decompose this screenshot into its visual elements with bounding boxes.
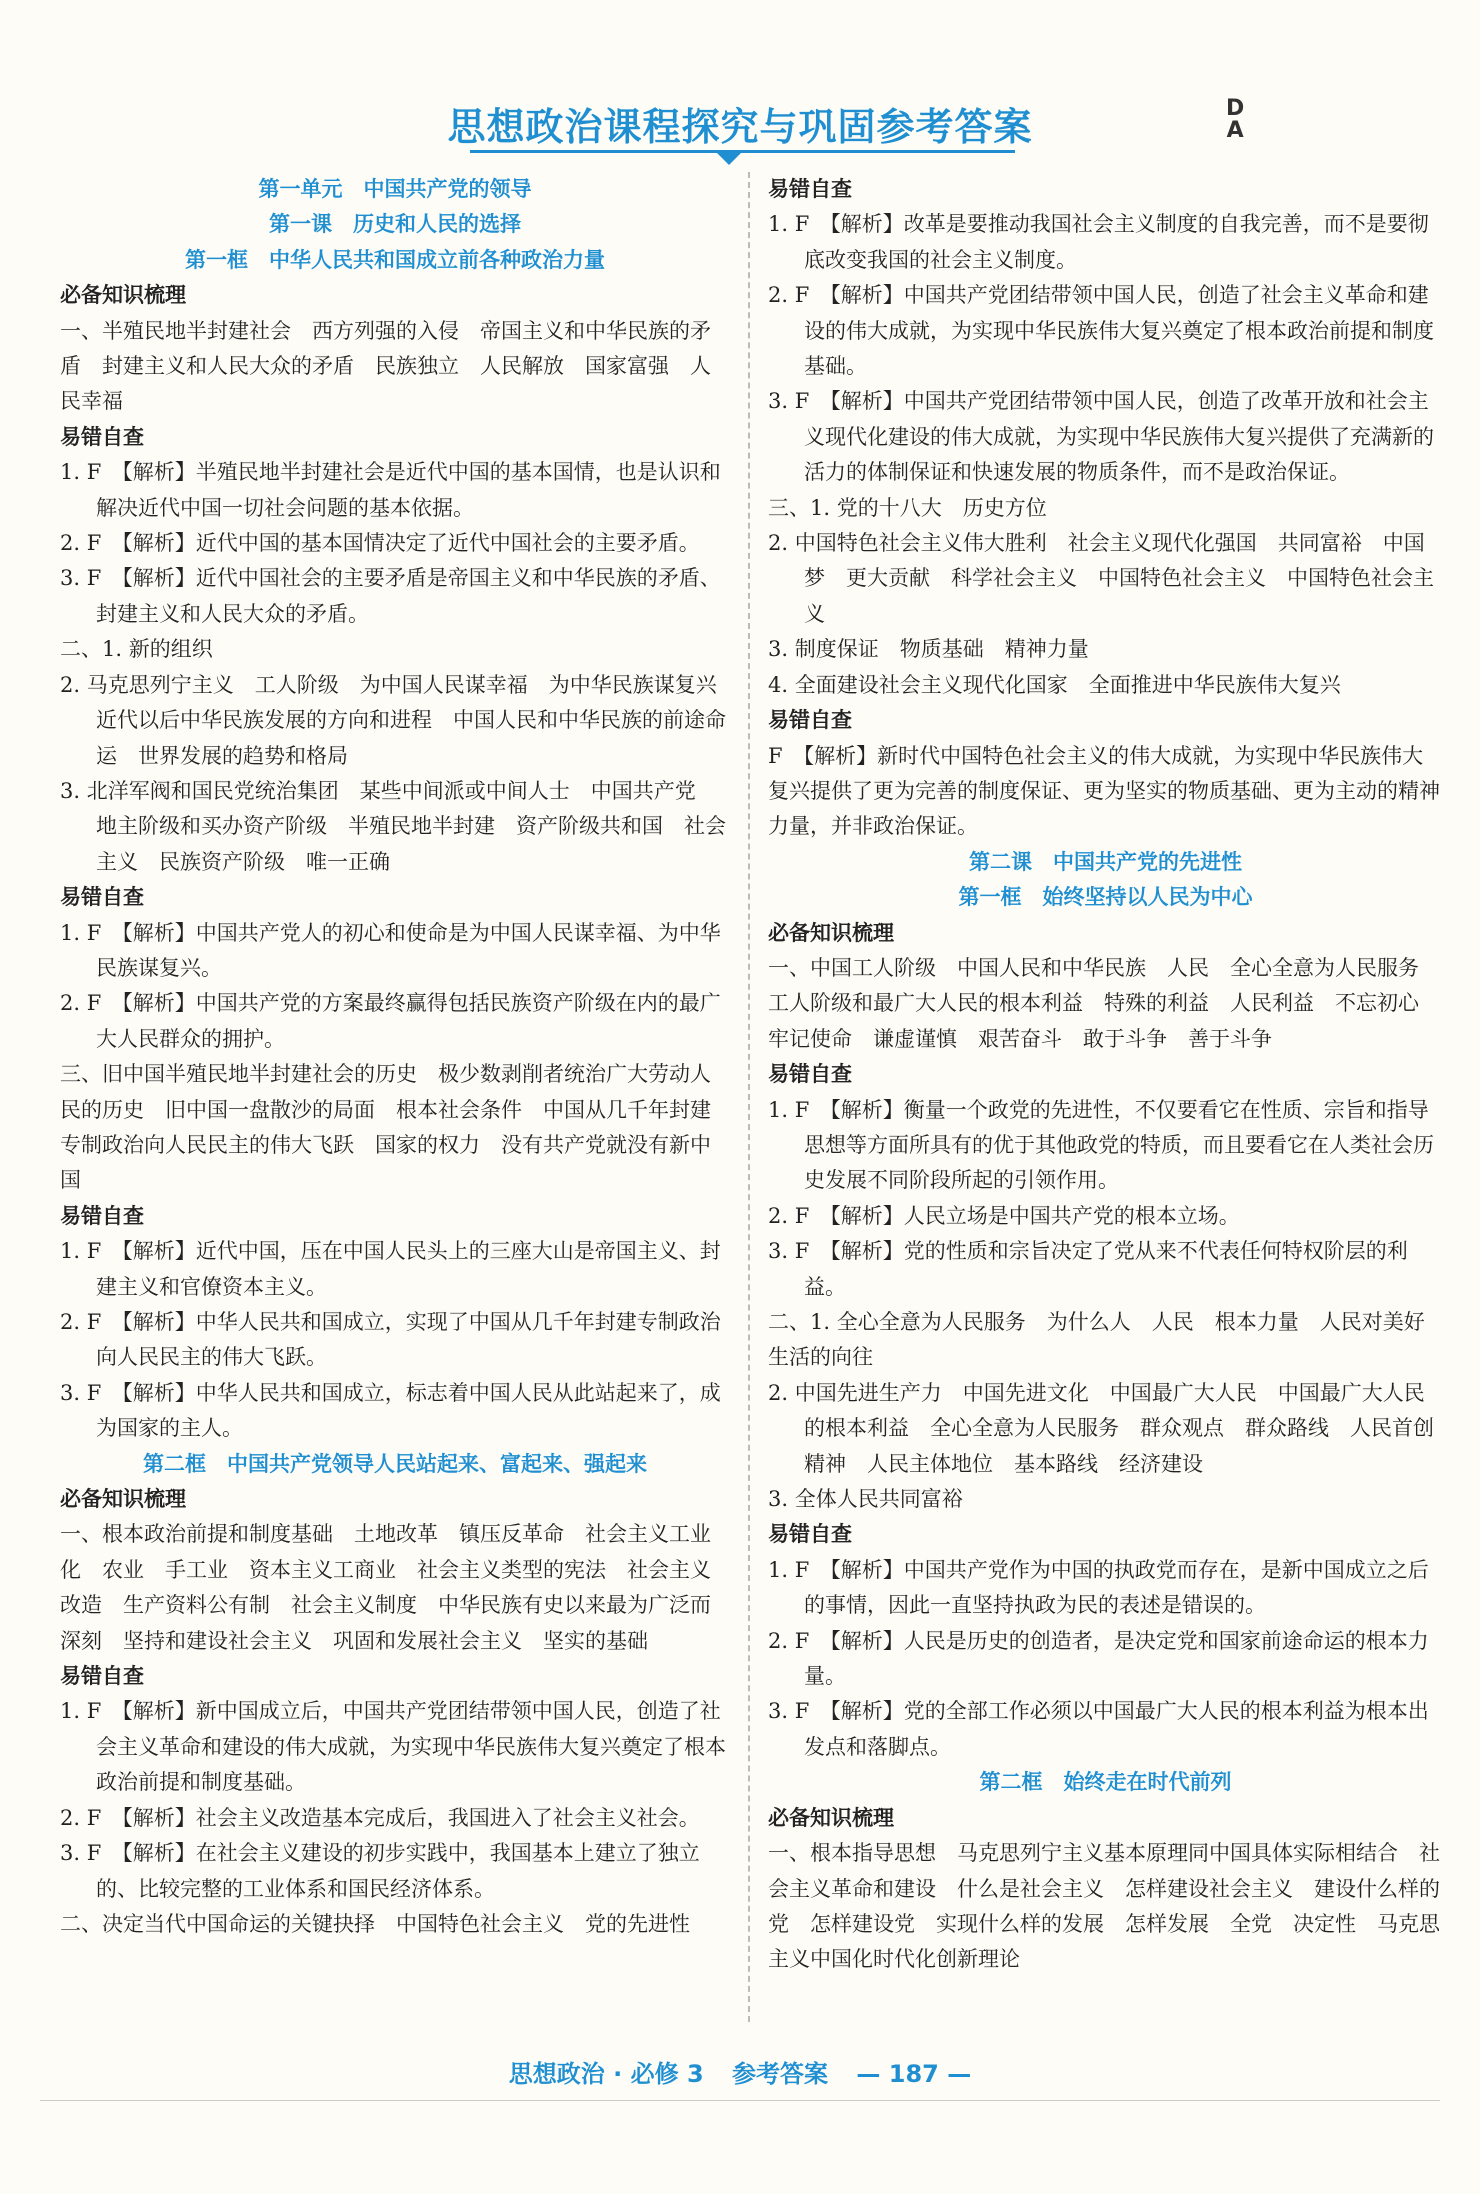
section-heading: 第二课 中国共产党的先进性 [969, 849, 1242, 874]
answer-item: 1. F 【解析】新中国成立后，中国共产党团结带领中国人民，创造了社会主义革命和建设的伟大成就，为实现中华民族伟大复兴奠定了根本政治前提和制度基础。 [60, 1699, 726, 1795]
answer-item: 1. F 【解析】近代中国，压在中国人民头上的三座大山是帝国主义、封建主义和官僚资本主义。 [60, 1239, 721, 1299]
page-number: — 187 — [856, 2060, 972, 2088]
answer-item: 3. F 【解析】中华人民共和国成立，标志着中国人民从此站起来了，成为国家的主人。 [60, 1380, 721, 1441]
answer-item: 2. 中国特色社会主义伟大胜利 社会主义现代化强国 共同富裕 中国梦 更大贡献 科学社会主义 中国特色社会主义 中国特色社会主义 [768, 531, 1434, 626]
answer-item: 1. F 【解析】半殖民地半封建社会是近代中国的基本国情，也是认识和解决近代中国一切社会问题的基本依据。 [60, 460, 721, 520]
answer-paragraph: 一、根本政治前提和制度基础 土地改革 镇压反革命 社会主义工业化 农业 手工业 资本主义工商业 社会主义类型的宪法 社会主义改造 生产资料公有制 社会主义制度 中华民族有史以来最为广泛而深刻 坚持和建设社会主义 巩固和发展社会主义 坚实的基础 [60, 1522, 711, 1653]
answer-paragraph: 三、1. 党的十八大 历史方位 [768, 495, 1047, 520]
title-pointer [717, 153, 741, 165]
subsection-label: 易错自查 [60, 885, 144, 910]
subsection-label: 易错自查 [60, 1203, 144, 1228]
answer-paragraph: 一、根本指导思想 马克思列宁主义基本原理同中国具体实际相结合 社会主义革命和建设 什么是社会主义 怎样建设社会主义 建设什么样的党 怎样建设党 实现什么样的发展 怎样发展 全党 决定性 马克思主义中国化时代化创新理论 [768, 1841, 1440, 1972]
answer-paragraph: 二、1. 新的组织 [60, 637, 213, 662]
left-column [60, 172, 738, 1942]
publisher-logo: D A [1226, 96, 1245, 143]
subsection-label: 易错自查 [768, 177, 852, 201]
answer-item: 2. F 【解析】近代中国的基本国情决定了近代中国社会的主要矛盾。 [60, 531, 700, 556]
answer-paragraph: 三、旧中国半殖民地半封建社会的历史 极少数剥削者统治广大劳动人民的历史 旧中国一盘散沙的局面 根本社会条件 中国从几千年封建专制政治向人民民主的伟大飞跃 国家的权力 没有共产党就没有新中国 [60, 1062, 711, 1193]
answer-item: 3. F 【解析】党的全部工作必须以中国最广大人民的根本利益为根本出发点和落脚点。 [768, 1699, 1429, 1759]
section-heading: 第二框 中国共产党领导人民站起来、富起来、强起来 [143, 1451, 647, 1476]
answer-item: 2. F 【解析】中国共产党团结带领中国人民，创造了社会主义革命和建设的伟大成就，为实现中华民族伟大复兴奠定了根本政治前提和制度基础。 [768, 283, 1434, 379]
answer-item: 4. 全面建设社会主义现代化国家 全面推进中华民族伟大复兴 [768, 672, 1341, 697]
answer-item: 3. F 【解析】中国共产党团结带领中国人民，创造了改革开放和社会主义现代化建设的伟大成就，为实现中华民族伟大复兴提供了充满新的活力的体制保证和快速发展的物质条件，而不是政治保证。 [768, 389, 1434, 485]
bottom-rule [40, 2100, 1440, 2101]
answer-item: 2. F 【解析】社会主义改造基本完成后，我国进入了社会主义社会。 [60, 1805, 700, 1830]
answer-item: 2. F 【解析】人民是历史的创造者，是决定党和国家前途命运的根本力量。 [768, 1628, 1429, 1689]
answer-paragraph: F 【解析】新时代中国特色社会主义的伟大成就，为实现中华民族伟大复兴提供了更为完善的制度保证、更为坚实的物质基础、更为主动的精神力量，并非政治保证。 [768, 743, 1440, 839]
answer-item: 3. F 【解析】近代中国社会的主要矛盾是帝国主义和中华民族的矛盾、封建主义和人民大众的矛盾。 [60, 566, 721, 626]
answer-item: 3. 全体人民共同富裕 [768, 1487, 963, 1512]
subsection-label: 易错自查 [60, 1664, 144, 1689]
answer-paragraph: 一、中国工人阶级 中国人民和中华民族 人民 全心全意为人民服务 工人阶级和最广大人民的根本利益 特殊的利益 人民利益 不忘初心 牢记使命 谦虚谨慎 艰苦奋斗 敢于斗争 善于斗争 [768, 955, 1440, 1051]
footer-label: 参考答案 [732, 2060, 829, 2088]
subsection-label: 必备知识梳理 [60, 1487, 186, 1512]
section-heading: 第一框 中华人民共和国成立前各种政治力量 [185, 247, 605, 272]
section-heading: 第二框 始终走在时代前列 [979, 1770, 1232, 1795]
footer-subject: 思想政治 · 必修 3 [508, 2060, 704, 2088]
answer-item: 1. F 【解析】中国共产党人的初心和使命是为中国人民谋幸福、为中华民族谋复兴。 [60, 920, 721, 980]
section-heading: 第一框 始终坚持以人民为中心 [958, 885, 1253, 910]
answer-item: 3. 制度保证 物质基础 精神力量 [768, 637, 1089, 662]
subsection-label: 易错自查 [768, 1522, 852, 1547]
answer-item: 2. 马克思列宁主义 工人阶级 为中国人民谋幸福 为中华民族谋复兴 近代以后中华民族发展的方向和进程 中国人民和中华民族的前途命运 世界发展的趋势和格局 [60, 672, 738, 768]
subsection-label: 易错自查 [768, 708, 852, 733]
title-underline [470, 150, 1015, 153]
column-divider [748, 172, 750, 2022]
answer-item: 3. 北洋军阀和国民党统治集团 某些中间派或中间人士 中国共产党 地主阶级和买办资产阶级 半殖民地半封建 资产阶级共和国 社会主义 民族资产阶级 唯一正确 [60, 778, 726, 874]
answer-item: 2. F 【解析】人民立场是中国共产党的根本立场。 [768, 1203, 1240, 1228]
right-column [768, 172, 1443, 1978]
subsection-label: 必备知识梳理 [768, 920, 894, 945]
answer-item: 2. F 【解析】中国共产党的方案最终赢得包括民族资产阶级在内的最广大人民群众的拥护。 [60, 991, 721, 1051]
answer-paragraph: 二、1. 全心全意为人民服务 为什么人 人民 根本力量 人民对美好生活的向往 [768, 1310, 1425, 1370]
answer-item: 1. F 【解析】衡量一个政党的先进性，不仅要看它在性质、宗旨和指导思想等方面所具有的优于其他政党的特质，而且要看它在人类社会历史发展不同阶段所起的引领作用。 [768, 1097, 1434, 1193]
answer-item: 1. F 【解析】中国共产党作为中国的执政党而存在，是新中国成立之后的事情，因此一直坚持执政为民的表述是错误的。 [768, 1557, 1429, 1618]
answer-item: 2. 中国先进生产力 中国先进文化 中国最广大人民 中国最广大人民的根本利益 全心全意为人民服务 群众观点 群众路线 人民首创精神 人民主体地位 基本路线 经济建设 [768, 1380, 1434, 1476]
answer-paragraph: 二、决定当代中国命运的关键抉择 中国特色社会主义 党的先进性 [60, 1911, 690, 1936]
subsection-label: 易错自查 [768, 1062, 852, 1087]
section-heading: 第一课 历史和人民的选择 [269, 212, 521, 237]
section-heading: 第一单元 中国共产党的领导 [258, 177, 532, 201]
answer-item: 3. F 【解析】在社会主义建设的初步实践中，我国基本上建立了独立的、比较完整的工业体系和国民经济体系。 [60, 1841, 700, 1901]
answer-item: 1. F 【解析】改革是要推动我国社会主义制度的自我完善，而不是要彻底改变我国的社会主义制度。 [768, 212, 1429, 272]
answer-item: 2. F 【解析】中华人民共和国成立，实现了中国从几千年封建专制政治向人民民主的伟大飞跃。 [60, 1310, 721, 1370]
page-title: 思想政治课程探究与巩固参考答案 [447, 105, 1033, 149]
answer-item: 3. F 【解析】党的性质和宗旨决定了党从来不代表任何特权阶层的利益。 [768, 1239, 1408, 1299]
subsection-label: 易错自查 [60, 424, 144, 449]
subsection-label: 必备知识梳理 [768, 1805, 894, 1830]
subsection-label: 必备知识梳理 [60, 283, 186, 308]
answer-paragraph: 一、半殖民地半封建社会 西方列强的入侵 帝国主义和中华民族的矛盾 封建主义和人民大众的矛盾 民族独立 人民解放 国家富强 人民幸福 [60, 318, 711, 414]
page-footer [0, 2054, 1480, 2089]
